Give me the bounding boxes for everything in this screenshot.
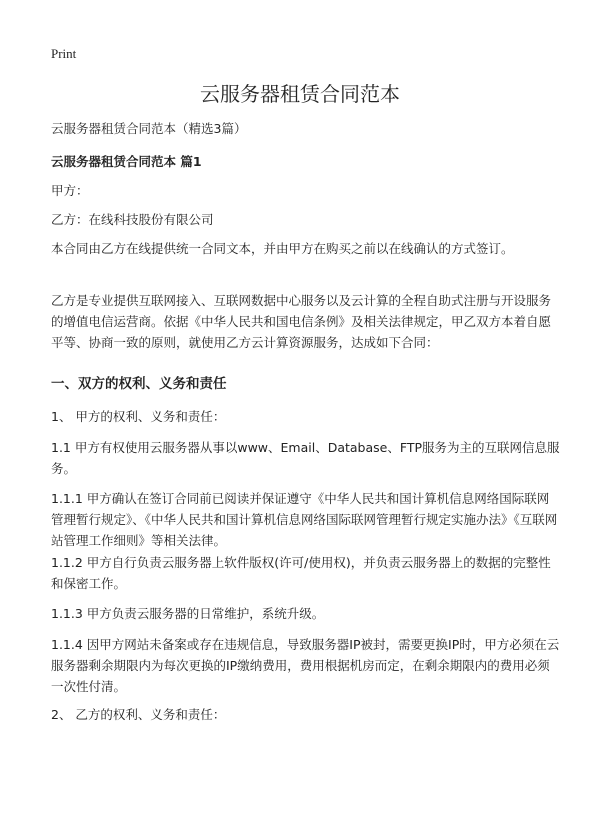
subtitle: 云服务器租赁合同范本（精选3篇） — [51, 121, 247, 136]
clause-1-1-1: 1.1.1 甲方确认在签订合同前已阅读并保证遵守《中华人民共和国计算机信息网络国际联网管理暂行规定》、《中华人民共和国计算机信息网络国际联网管理暂行规定实施办法》《互联网站管理工作细则》等相关法律。 — [51, 491, 558, 548]
clause-1-1-4: 1.1.4 因甲方网站未备案或存在违规信息，导致服务器IP被封，需要更换IP时，甲方必须在云服务器剩余期限内为每次更换的IP缴纳费用，费用根据机房而定，在剩余期限内的费用必须一次性付清。 — [51, 637, 560, 694]
item-party-a-rights: 1、 甲方的权利、义务和责任： — [51, 409, 226, 424]
heading-rights-obligations: 一、双方的权利、义务和责任 — [51, 376, 227, 392]
print-link[interactable]: Print — [51, 46, 77, 61]
intro-paragraph: 本合同由乙方在线提供统一合同文本，并由甲方在购买之前以在线确认的方式签订。 — [51, 241, 514, 256]
clause-1-1: 1.1 甲方有权使用云服务器从事以www、Email、Database、FTP服务为主的互联网信息服务。 — [51, 440, 560, 476]
document-title: 云服务器租赁合同范本 — [200, 82, 400, 106]
section-title: 云服务器租赁合同范本 篇1 — [51, 154, 202, 169]
party-a: 甲方： — [51, 183, 89, 198]
provider-paragraph: 乙方是专业提供互联网接入、互联网数据中心服务以及云计算的全程自助式注册与开设服务的增值电信运营商。依据《中华人民共和国电信条例》及相关法律规定，甲乙双方本着自愿平等、协商一致的原则，就使用乙方云计算资源服务，达成如下合同： — [51, 293, 552, 350]
clause-1-1-3: 1.1.3 甲方负责云服务器的日常维护，系统升级。 — [51, 606, 325, 621]
item-party-b-rights: 2、 乙方的权利、义务和责任： — [51, 707, 226, 722]
party-b: 乙方：在线科技股份有限公司 — [51, 212, 214, 227]
clause-1-1-2: 1.1.2 甲方自行负责云服务器上软件版权(许可/使用权)，并负责云服务器上的数据的完整性和保密工作。 — [51, 555, 551, 591]
